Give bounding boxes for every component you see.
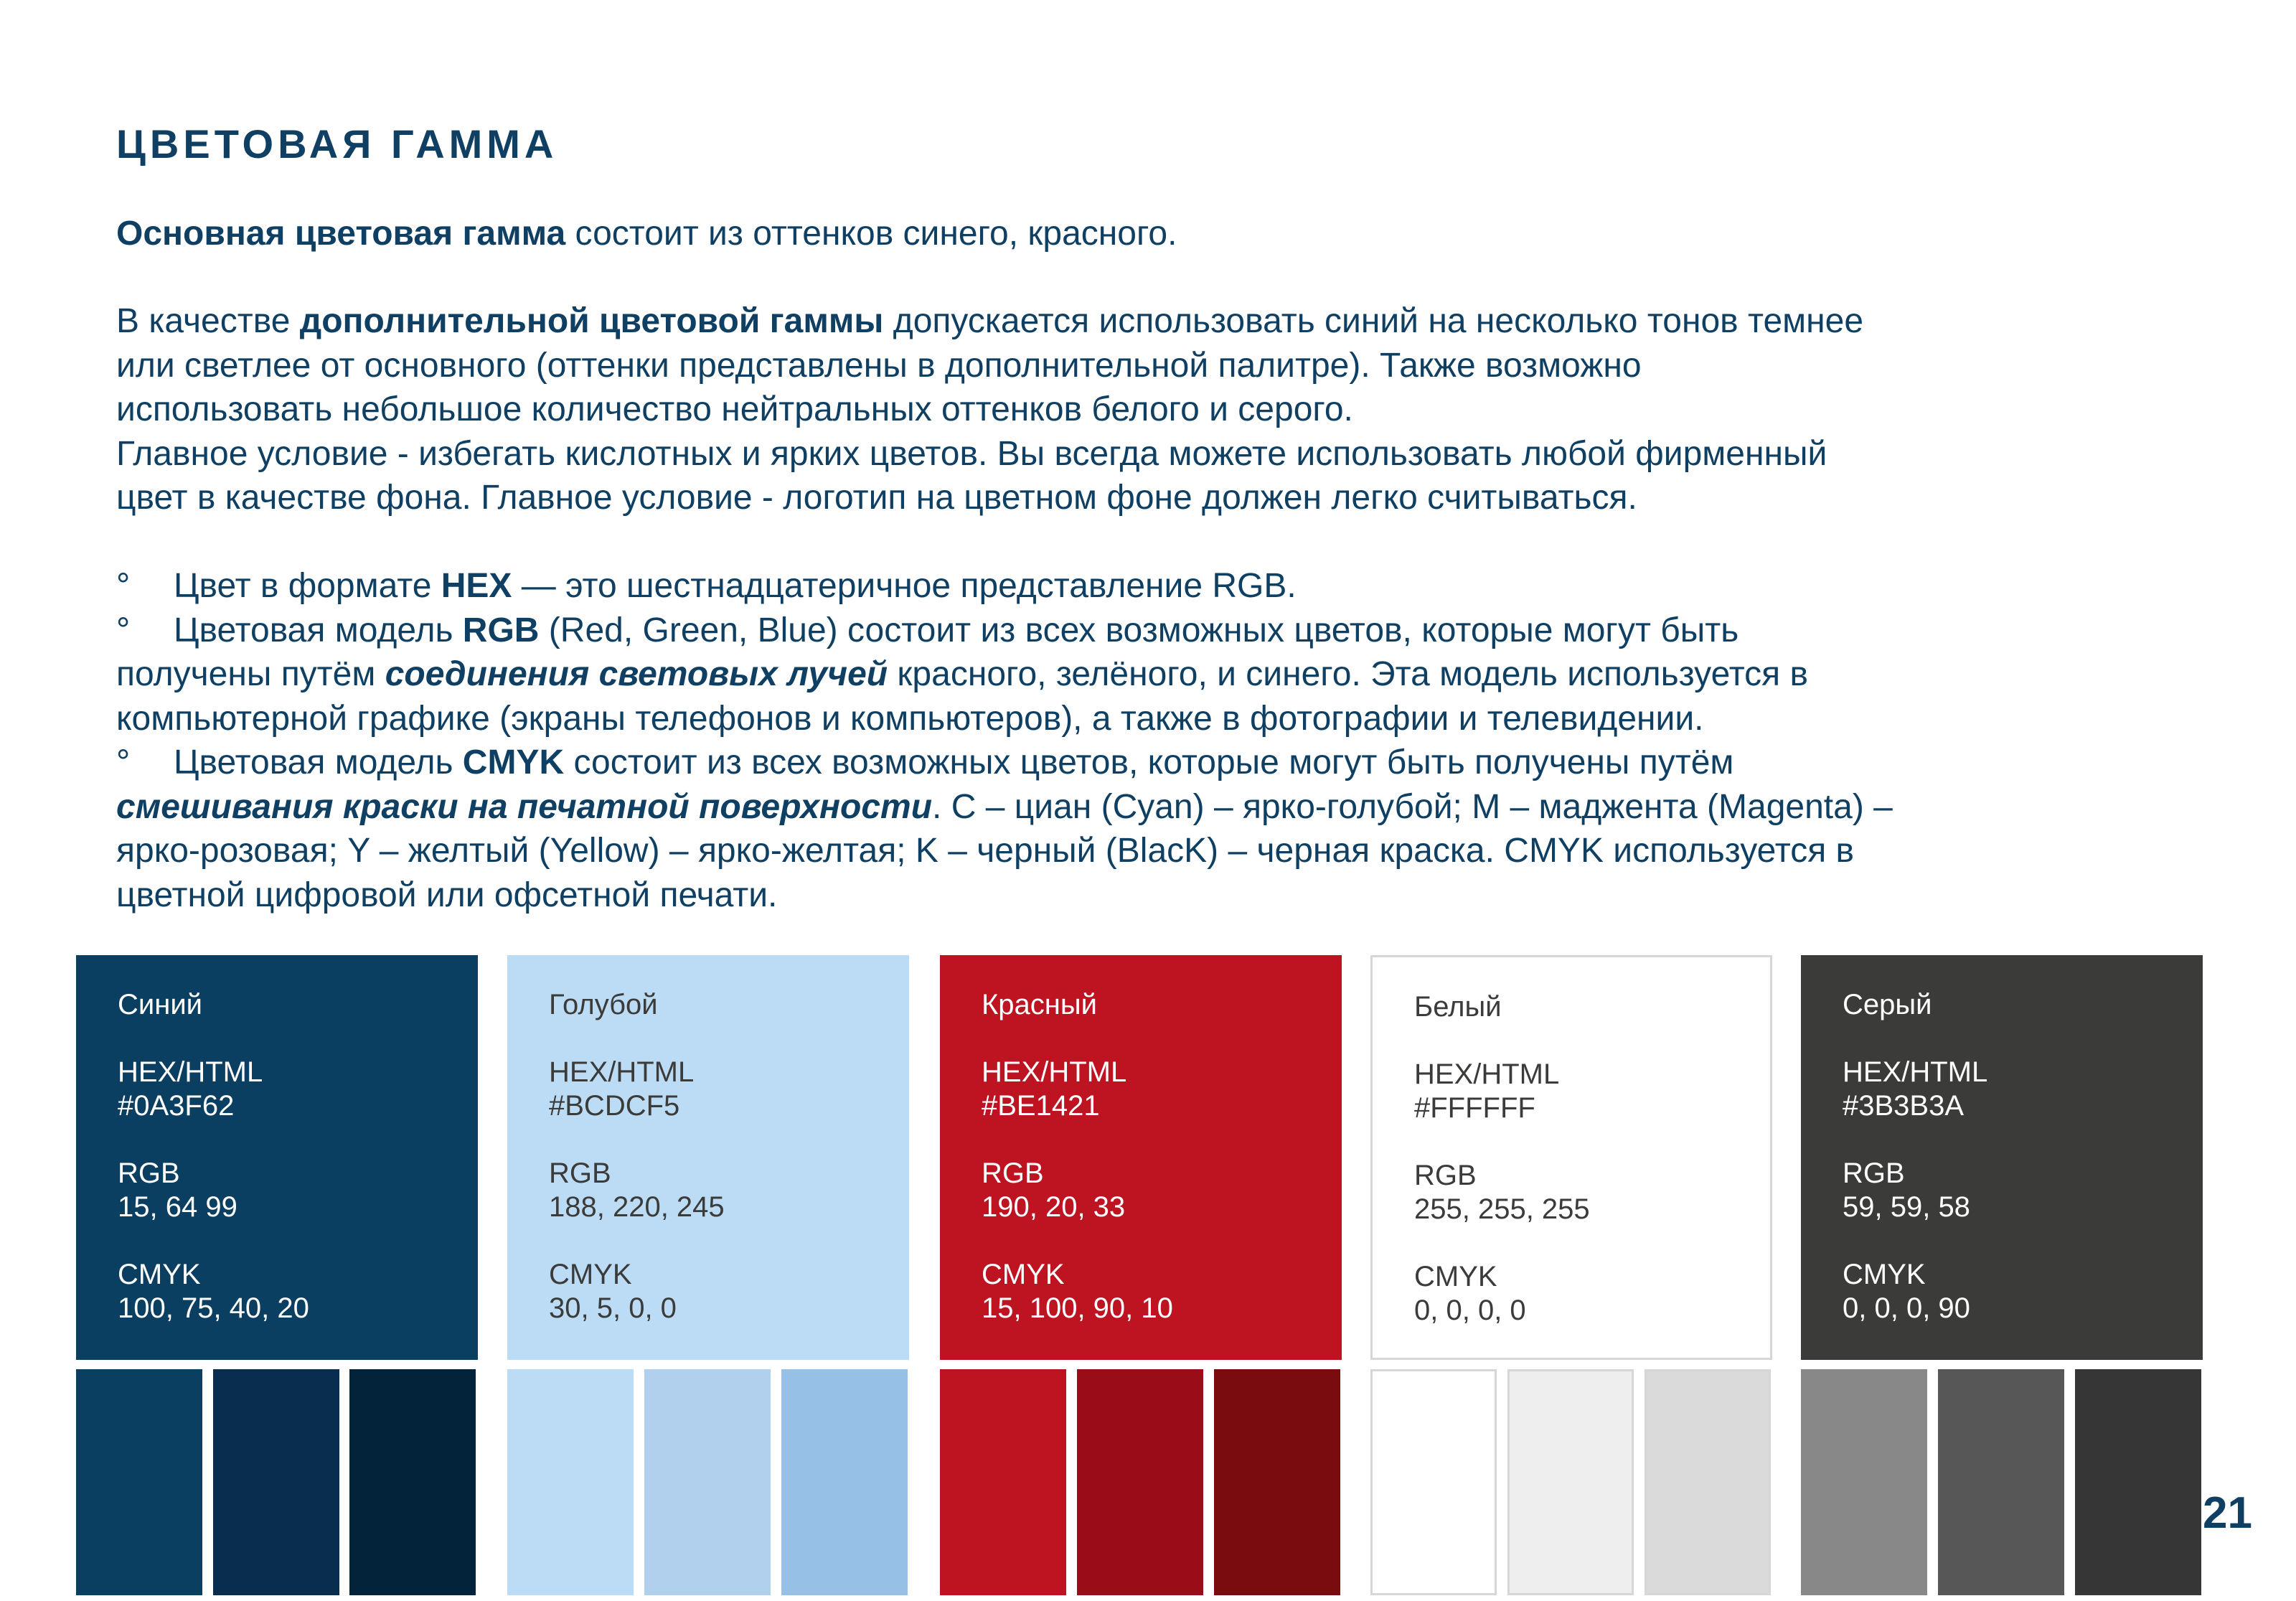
additional-l1-pre: В качестве — [116, 302, 300, 340]
swatch-name: Серый — [1843, 989, 1932, 1020]
hex-value: #0A3F62 — [118, 1090, 235, 1122]
shade-red-2 — [1077, 1369, 1203, 1595]
additional-l2: или светлее от основного (оттенки представлены в дополнительной палитре). Также возможно — [116, 346, 1642, 385]
additional-l4: Главное условие - избегать кислотных и ярких цветов. Вы всегда можете использовать любой фирменный — [116, 434, 1827, 473]
bullet-cmyk-line4: цветной цифровой или офсетной печати. — [116, 875, 778, 914]
shade-blue-1 — [76, 1369, 202, 1595]
bullet-cmyk-l2-post: . C – циан (Cyan) – ярко-голубой; M – маджента (Magenta) – — [932, 787, 1893, 826]
shade-white-1 — [1370, 1369, 1497, 1595]
swatch-info — [1414, 990, 1590, 1328]
rgb-label: RGB — [549, 1158, 611, 1189]
swatch-name: Голубой — [549, 989, 658, 1020]
additional-paragraph — [116, 299, 2240, 520]
cmyk-value: 15, 100, 90, 10 — [982, 1292, 1173, 1324]
hex-value: #3B3B3A — [1843, 1090, 1965, 1122]
bullet-rgb-l2-emphasis: соединения световых лучей — [385, 655, 888, 693]
hex-value: #BE1421 — [982, 1090, 1100, 1122]
bullet-cmyk-line2 — [116, 785, 2240, 830]
shade-blue-3 — [349, 1369, 476, 1595]
shade-light-blue-2 — [644, 1369, 771, 1595]
shade-blue-2 — [213, 1369, 339, 1595]
bullet-rgb-pre: Цветовая модель — [174, 611, 463, 649]
swatch-name: Красный — [982, 989, 1097, 1020]
intro-text: состоит из оттенков синего, красного. — [565, 215, 1177, 253]
intro-bold: Основная цветовая гамма — [116, 215, 566, 253]
cmyk-label: CMYK — [118, 1259, 201, 1290]
cmyk-label: CMYK — [1414, 1261, 1497, 1292]
additional-l1-bold: дополнительной цветовой гаммы — [299, 302, 884, 340]
bullet-rgb-bold: RGB — [462, 611, 540, 649]
additional-l1-post: допускается использовать синий на несколько тонов темнее — [883, 302, 1864, 340]
shade-light-blue-3 — [781, 1369, 908, 1595]
shade-red-3 — [1214, 1369, 1340, 1595]
rgb-label: RGB — [982, 1158, 1044, 1189]
bullet-mark: ° — [116, 567, 131, 605]
bullet-cmyk-pre: Цветовая модель — [174, 743, 463, 781]
rgb-label: RGB — [118, 1158, 180, 1189]
cmyk-value: 100, 75, 40, 20 — [118, 1292, 309, 1324]
bullet-cmyk-post: состоит из всех возможных цветов, которые могут быть получены путём — [564, 743, 1734, 781]
swatch-info — [118, 988, 309, 1325]
rgb-value: 188, 220, 245 — [549, 1191, 725, 1223]
swatch-card-blue — [76, 955, 478, 1360]
bullet-rgb-line3: компьютерной графике (экраны телефонов и компьютеров), а также в фотографии и телевидении. — [116, 699, 1704, 738]
shade-white-3 — [1645, 1369, 1771, 1595]
shade-light-blue-1 — [507, 1369, 634, 1595]
shade-white-2 — [1507, 1369, 1634, 1595]
cmyk-label: CMYK — [1843, 1259, 1926, 1290]
intro-paragraph — [116, 212, 2240, 256]
swatch-name: Белый — [1414, 991, 1502, 1023]
hex-value: #BCDCF5 — [549, 1090, 680, 1122]
bullet-hex-bold: HEX — [441, 567, 512, 605]
swatch-info — [1843, 988, 1987, 1325]
cmyk-label: CMYK — [549, 1259, 632, 1290]
bullet-mark: ° — [116, 611, 131, 649]
bullet-rgb-l2-post: красного, зелёного, и синего. Эта модель используется в — [888, 655, 1808, 693]
hex-label: HEX/HTML — [1843, 1056, 1988, 1088]
hex-label: HEX/HTML — [118, 1056, 263, 1088]
hex-label: HEX/HTML — [549, 1056, 695, 1088]
additional-l3: использовать небольшое количество нейтральных оттенков белого и серого. — [116, 390, 1353, 428]
bullet-rgb-post: (Red, Green, Blue) состоит из всех возможных цветов, которые могут быть — [539, 611, 1739, 649]
bullet-cmyk-bold: CMYK — [462, 743, 565, 781]
swatch-name: Синий — [118, 989, 203, 1020]
rgb-label: RGB — [1414, 1160, 1477, 1191]
hex-label: HEX/HTML — [982, 1056, 1127, 1088]
shade-gray-1 — [1801, 1369, 1927, 1595]
rgb-label: RGB — [1843, 1158, 1905, 1189]
swatch-card-white — [1370, 955, 1772, 1360]
swatch-info — [549, 988, 725, 1325]
hex-value: #FFFFFF — [1414, 1092, 1535, 1124]
cmyk-value: 0, 0, 0, 0 — [1414, 1295, 1526, 1326]
page-title: ЦВЕТОВАЯ ГАММА — [116, 121, 558, 166]
cmyk-value: 0, 0, 0, 90 — [1843, 1292, 1970, 1324]
bullet-list — [116, 564, 2240, 917]
shade-gray-2 — [1938, 1369, 2064, 1595]
hex-label: HEX/HTML — [1414, 1058, 1560, 1090]
cmyk-label: CMYK — [982, 1259, 1065, 1290]
swatch-info — [982, 988, 1173, 1325]
rgb-value: 255, 255, 255 — [1414, 1193, 1590, 1225]
swatch-card-gray — [1801, 955, 2203, 1360]
bullet-hex-pre: Цвет в формате — [174, 567, 441, 605]
swatch-card-red — [940, 955, 1342, 1360]
shade-red-1 — [940, 1369, 1066, 1595]
swatch-card-light-blue — [507, 955, 909, 1360]
additional-l5: цвет в качестве фона. Главное условие - логотип на цветном фоне должен легко считываться. — [116, 479, 1637, 517]
rgb-value: 15, 64 99 — [118, 1191, 237, 1223]
bullet-rgb — [116, 609, 2240, 653]
bullet-cmyk — [116, 741, 2240, 785]
rgb-value: 190, 20, 33 — [982, 1191, 1126, 1223]
bullet-mark: ° — [116, 743, 131, 781]
cmyk-value: 30, 5, 0, 0 — [549, 1292, 677, 1324]
bullet-rgb-line2 — [116, 652, 2240, 697]
rgb-value: 59, 59, 58 — [1843, 1191, 1970, 1223]
page-number: 21 — [2203, 1488, 2252, 1538]
bullet-hex — [116, 564, 2240, 609]
bullet-cmyk-line3: ярко-розовая; Y – желтый (Yellow) – ярко-желтая; K – черный (BlacK) – черная краска. CMYK используется в — [116, 832, 1855, 870]
bullet-cmyk-l2-emphasis: смешивания краски на печатной поверхности — [116, 787, 933, 826]
shade-gray-3 — [2075, 1369, 2201, 1595]
bullet-rgb-l2-pre: получены путём — [116, 655, 385, 693]
bullet-hex-post: — это шестнадцатеричное представление RGB. — [512, 567, 1297, 605]
